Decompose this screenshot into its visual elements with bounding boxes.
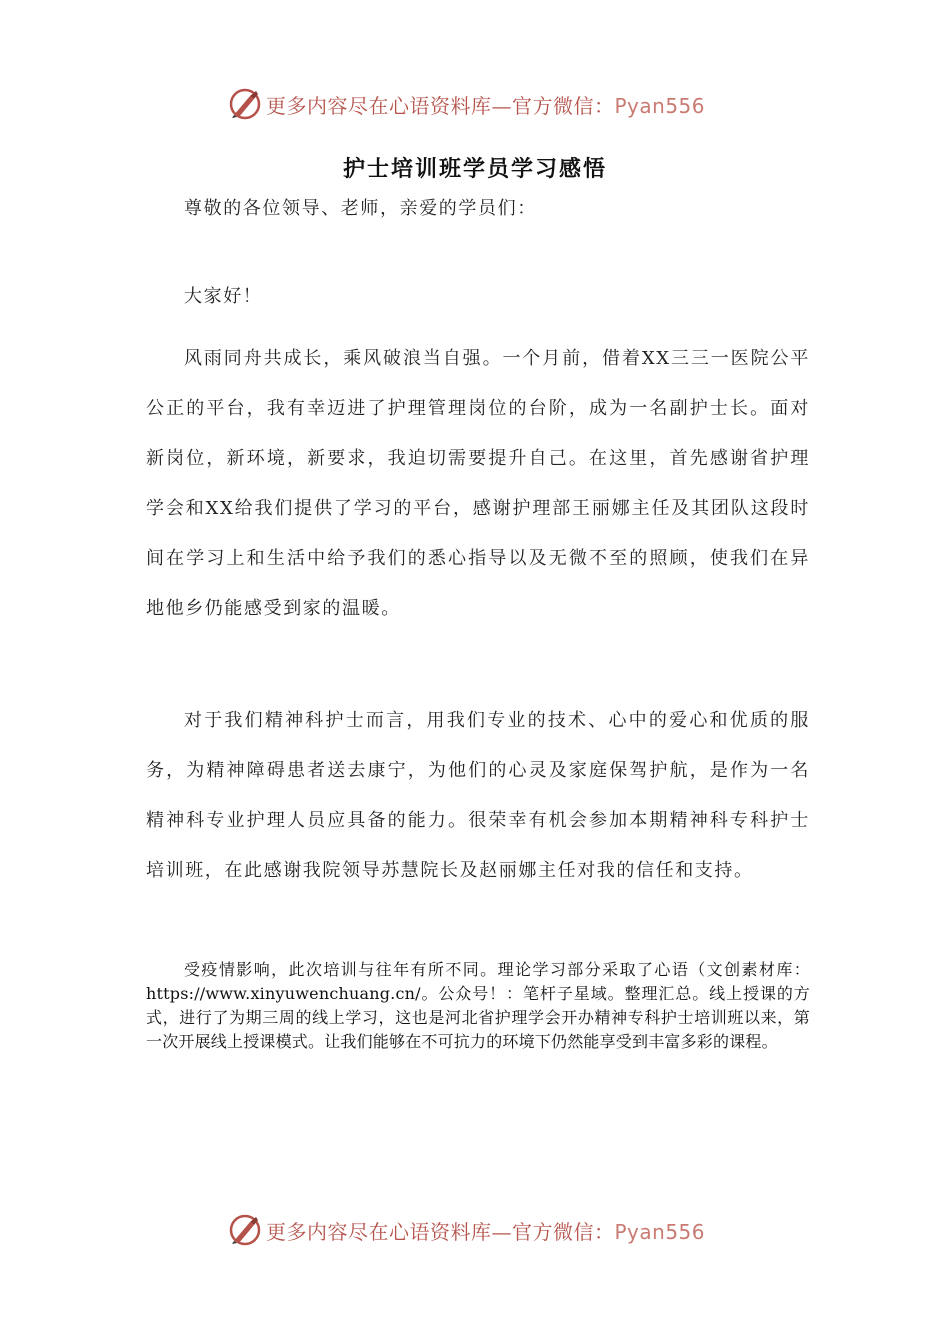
banner-label: 官方微信：	[512, 93, 615, 118]
salutation: 尊敬的各位领导、老师，亲爱的学员们：	[184, 198, 537, 219]
banner-wechat-id: Pyan556	[614, 1219, 706, 1244]
pen-logo-icon	[228, 87, 262, 121]
banner-main-text: 更多内容尽在心语资料库	[266, 93, 492, 118]
banner-label: 官方微信：	[512, 1219, 615, 1244]
page-title: 护士培训班学员学习感悟	[342, 156, 607, 182]
paragraph-2: 对于我们精神科护士而言，用我们专业的技术、心中的爱心和优质的服务，为精神障碍患者送去康宁，为他们的心灵及家庭保驾护航，是作为一名精神科专业护理人员应具备的能力。很荣幸有机会参加本期精神科专科护士培训班，在此感谢我院领导苏慧院长及赵丽娜主任对我的信任和支持。	[146, 710, 810, 881]
banner-dash: —	[491, 1219, 512, 1244]
header-banner	[0, 84, 950, 124]
pen-logo-icon	[228, 1213, 262, 1247]
greeting: 大家好！	[184, 286, 263, 307]
paragraph-1: 风雨同舟共成长，乘风破浪当自强。一个月前，借着XX三三一医院公平公正的平台，我有幸迈进了护理管理岗位的台阶，成为一名副护士长。面对新岗位，新环境，新要求，我迫切需要提升自己。在这里，首先感谢省护理学会和XX给我们提供了学习的平台，感谢护理部王丽娜主任及其团队这段时间在学习上和生活中给予我们的悉心指导以及无微不至的照顾，使我们在异地他乡仍能感受到家的温暖。	[146, 348, 810, 619]
banner-wechat-id: Pyan556	[614, 93, 706, 118]
footer-banner	[0, 1210, 950, 1250]
banner-dash: —	[491, 93, 512, 118]
banner-main-text: 更多内容尽在心语资料库	[266, 1219, 492, 1244]
paragraph-3: 受疫情影响，此次培训与往年有所不同。理论学习部分采取了心语（文创素材库：https://www.xinyuwenchuang.cn/。公众号！：笔杆子星域。整理汇总。线上授课的方式，进行了为期三周的线上学习，这也是河北省护理学会开办精神专科护士培训班以来，第一次开展线上授课模式。让我们能够在不可抗力的环境下仍然能享受到丰富多彩的课程。	[146, 960, 810, 1051]
